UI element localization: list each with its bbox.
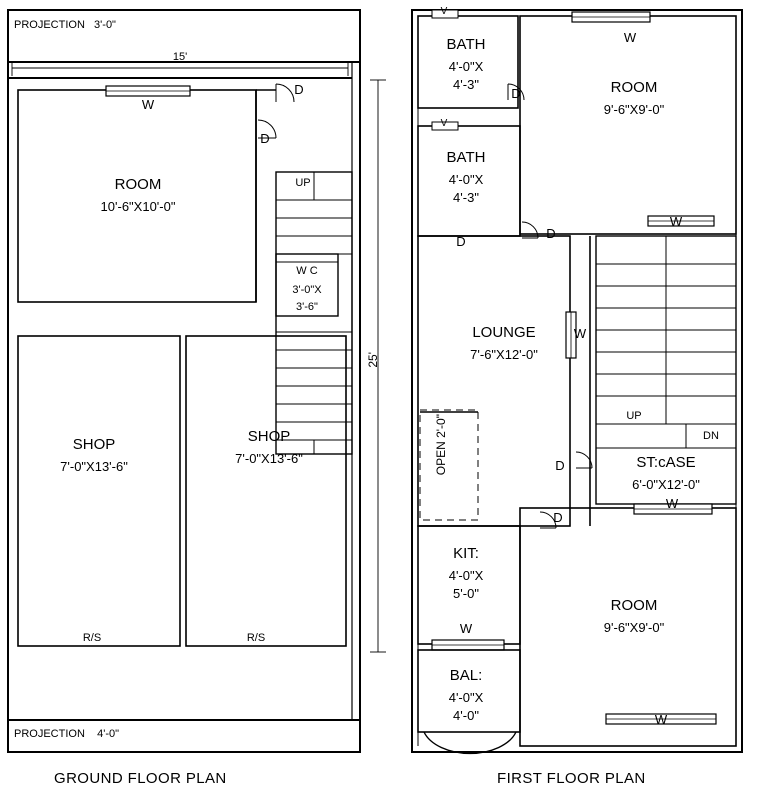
ground-room-size: 10'-6"X10'-0" [100,199,176,214]
first-stair-dn-label: DN [703,430,719,442]
ground-shop-right-name: SHOP [247,428,291,445]
ground-shop-left-name: SHOP [72,436,116,453]
first-kit-name: KIT: [453,545,479,562]
ground-shop-right-size: 7'-0"X13'-6" [235,451,303,466]
ground-wc-name: W C [296,265,318,277]
first-bath2-name: BATH [446,149,486,166]
first-bath1-size-line2: 4'-3" [453,77,479,92]
first-lounge-name: LOUNGE [472,324,536,341]
first-window-bottom-label: W [654,712,668,727]
ground-wc-size-line2: 3'-6" [296,301,318,313]
first-door-lounge-top-label: D [546,226,556,241]
first-door-stair-label: D [555,458,565,473]
first-window-lounge-label: W [573,326,587,341]
first-bal-size-line1: 4'-0"X [448,690,484,705]
first-stair-up-label: UP [626,410,642,422]
ground-stair-up-label: UP [295,177,311,189]
first-bath1-name: BATH [446,36,486,53]
first-staircase-size: 6'-0"X12'-0" [632,477,700,492]
first-room-bottom-size: 9'-6"X9'-0" [603,620,665,635]
first-floor-caption: FIRST FLOOR PLAN [497,770,646,787]
first-kit-size-line2: 5'-0" [453,586,479,601]
first-bal-size-line2: 4'-0" [453,708,479,723]
first-vent-2-label: V [440,118,448,129]
first-bath2-size-line2: 4'-3" [453,190,479,205]
first-vent-1-label: V [440,6,448,17]
ground-wc-size-line1: 3'-0"X [292,284,322,296]
first-door-kit-label: D [553,510,563,525]
first-bath2-size-line1: 4'-0"X [448,172,484,187]
first-window-top-label: W [623,30,637,45]
ground-projection-top-label: PROJECTION 3'-0" [14,19,116,31]
first-door-bath1-label: D [511,86,521,101]
first-door-bath2-label: D [456,234,466,249]
first-window-bottom-right-label: W [665,496,679,511]
first-bath1-size-line1: 4'-0"X [448,59,484,74]
ground-height-dimension: 25' [366,352,380,368]
ground-projection-bottom-label: PROJECTION 4'-0" [14,728,120,740]
ground-floor-caption: GROUND FLOOR PLAN [54,770,227,787]
first-bal-name: BAL: [449,667,483,684]
first-room-top-size: 9'-6"X9'-0" [603,102,665,117]
first-open-label: OPEN 2'-0" [434,414,448,476]
ground-room-name: ROOM [114,176,162,193]
ground-rs-left-label: R/S [82,632,102,644]
first-kit-size-line1: 4'-0"X [448,568,484,583]
first-window-stair-label: W [669,214,683,229]
first-room-bottom-name: ROOM [610,597,658,614]
first-staircase-name: ST:cASE [636,454,696,471]
ground-door-right-1-label: D [294,82,304,97]
ground-rs-right-label: R/S [246,632,266,644]
first-room-top-name: ROOM [610,79,658,96]
ground-door-right-2-label: D [260,131,270,146]
ground-width-dimension: 15' [172,51,188,63]
ground-window-top-label: W [141,97,155,112]
first-lounge-size: 7'-6"X12'-0" [470,347,538,362]
ground-shop-left-size: 7'-0"X13'-6" [60,459,128,474]
first-window-kit-label: W [459,621,473,636]
